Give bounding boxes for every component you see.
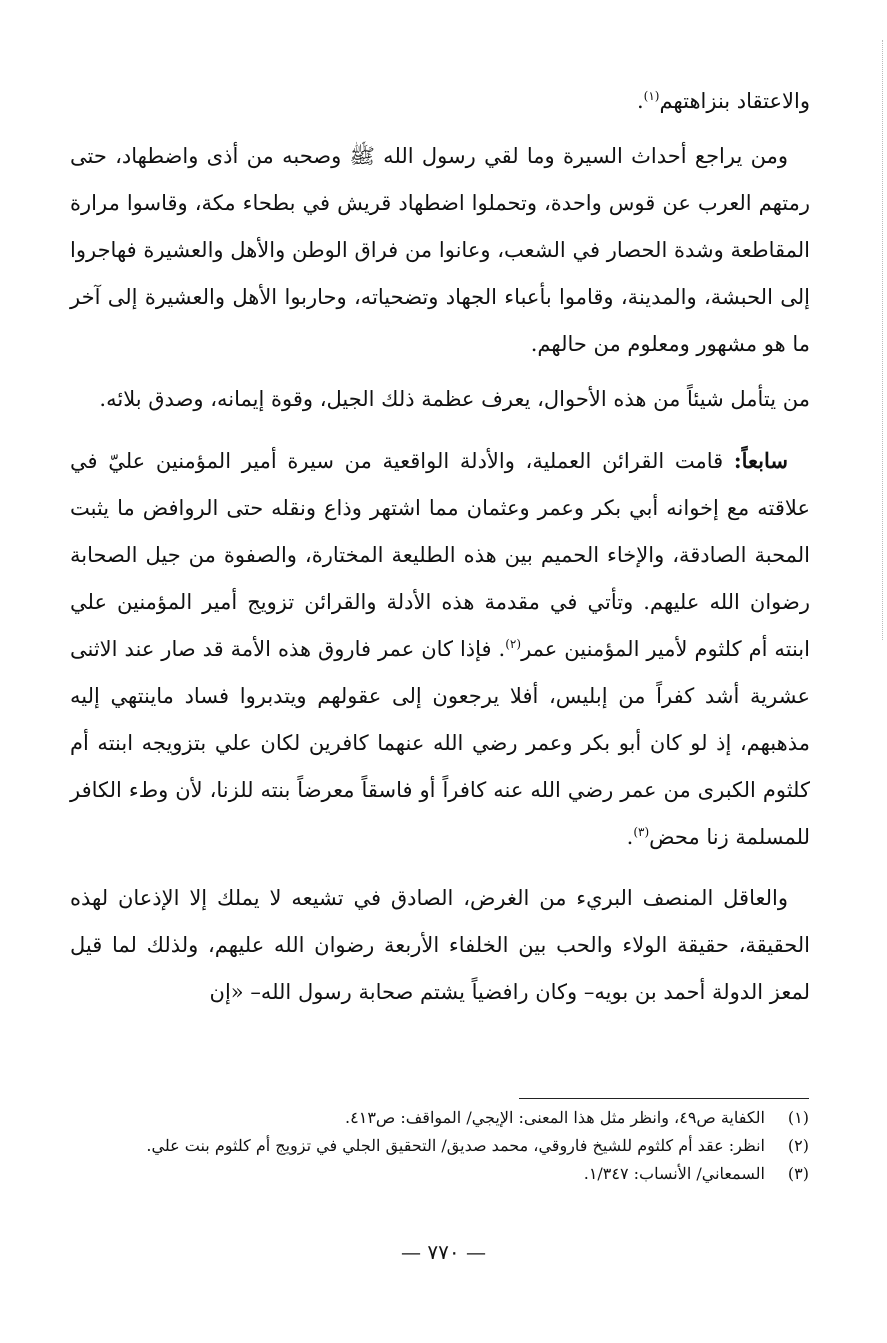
page-number: — ٧٧٠ —	[401, 1240, 486, 1264]
footnote-divider	[519, 1098, 809, 1099]
footnote-ref-3[interactable]: (٣)	[633, 825, 650, 839]
footnote-3-number: (٣)	[787, 1164, 809, 1183]
paragraph-3-text: من يتأمل شيئاً من هذه الأحوال، يعرف عظمة ذلك الجيل، وقوة إيمانه، وصدق بلائه.	[99, 387, 810, 411]
scan-edge-mark	[876, 40, 883, 640]
footnote-2-text: انظر: عقد أم كلثوم للشيخ فاروقي، محمد صديق/ التحقيق الجلي في تزويج أم كلثوم بنت علي.	[146, 1136, 765, 1155]
footnote-ref-2[interactable]: (٢)	[505, 637, 522, 651]
footnote-1-number: (١)	[787, 1108, 809, 1127]
paragraph-5	[70, 875, 810, 1016]
paragraph-2	[70, 133, 810, 368]
paragraph-1-end: .	[636, 89, 644, 113]
footnote-ref-1[interactable]: (١)	[643, 89, 660, 103]
paragraph-3	[70, 376, 810, 423]
footnote-1	[70, 1104, 809, 1132]
footnote-3	[70, 1160, 809, 1188]
footnotes	[70, 1104, 809, 1188]
footnote-2-number: (٢)	[787, 1136, 809, 1155]
paragraph-4-text-a: قامت القرائن العملية، والأدلة الواقعية من سيرة أمير المؤمنين عليّ في علاقته مع إخوانه أبي بكر وعمر وعثمان مما اشتهر وذاع ونقله حتى الروافض ما يثبت المحبة الصادقة، والإخاء الحميم بين هذه الطليعة المختارة، والصفوة من جيل الصحابة رضوان الله عليهم. وتأتي في مقدمة هذه الأدلة والقرائن تزويج أمير المؤمنين علي ابنته أم كلثوم لأمير المؤمنين عمر	[70, 449, 810, 661]
paragraph-1-text: والاعتقاد بنزاهتهم	[659, 89, 810, 113]
section-lead-seventh: سابعاً:	[733, 448, 788, 473]
main-text	[70, 78, 810, 1024]
footnote-1-text: الكفاية ص٤٩، وانظر مثل هذا المعنى: الإيجي/ المواقف: ص٤١٣.	[345, 1108, 765, 1127]
paragraph-2-text: ومن يراجع أحداث السيرة وما لقي رسول الله ﷺ وصحبه من أذى واضطهاد، حتى رمتهم العرب عن قوس واحدة، وتحملوا اضطهاد قريش في بطحاء مكة، وقاسوا مرارة المقاطعة وشدة الحصار في الشعب، وعانوا من فراق الوطن والأهل والعشيرة فهاجروا إلى الحبشة، والمدينة، وقاموا بأعباء الجهاد وتضحياته، وحاربوا الأهل والعشيرة إلى آخر ما هو مشهور ومعلوم من حالهم.	[70, 144, 810, 356]
paragraph-5-text: والعاقل المنصف البريء من الغرض، الصادق في تشيعه لا يملك إلا الإذعان لهذه الحقيقة، حقيقة الولاء والحب بين الخلفاء الأربعة رضوان الله عليهم، ولذلك لما قيل لمعز الدولة أحمد بن بويه– وكان رافضياً يشتم صحابة رسول الله– «إن	[70, 886, 810, 1004]
paragraph-4	[70, 437, 810, 861]
footnote-2	[70, 1132, 809, 1160]
paragraph-4-end: .	[626, 825, 634, 849]
footnote-3-text: السمعاني/ الأنساب: ١/٣٤٧.	[583, 1164, 765, 1183]
paragraph-1	[70, 78, 810, 125]
paragraph-4-text-b: . فإذا كان عمر فاروق هذه الأمة قد صار عند الاثنى عشرية أشد كفراً من إبليس، أفلا يرجعون إلى عقولهم ويتدبروا فساد ماينتهي إليه مذهبهم، إذ لو كان أبو بكر وعمر رضي الله عنهما كافرين لكان علي بتزويجه ابنته أم كلثوم الكبرى من عمر رضي الله عنه كافراً أو فاسقاً معرضاً بنته للزنا، لأن وطء الكافر للمسلمة زنا محض	[70, 637, 810, 849]
